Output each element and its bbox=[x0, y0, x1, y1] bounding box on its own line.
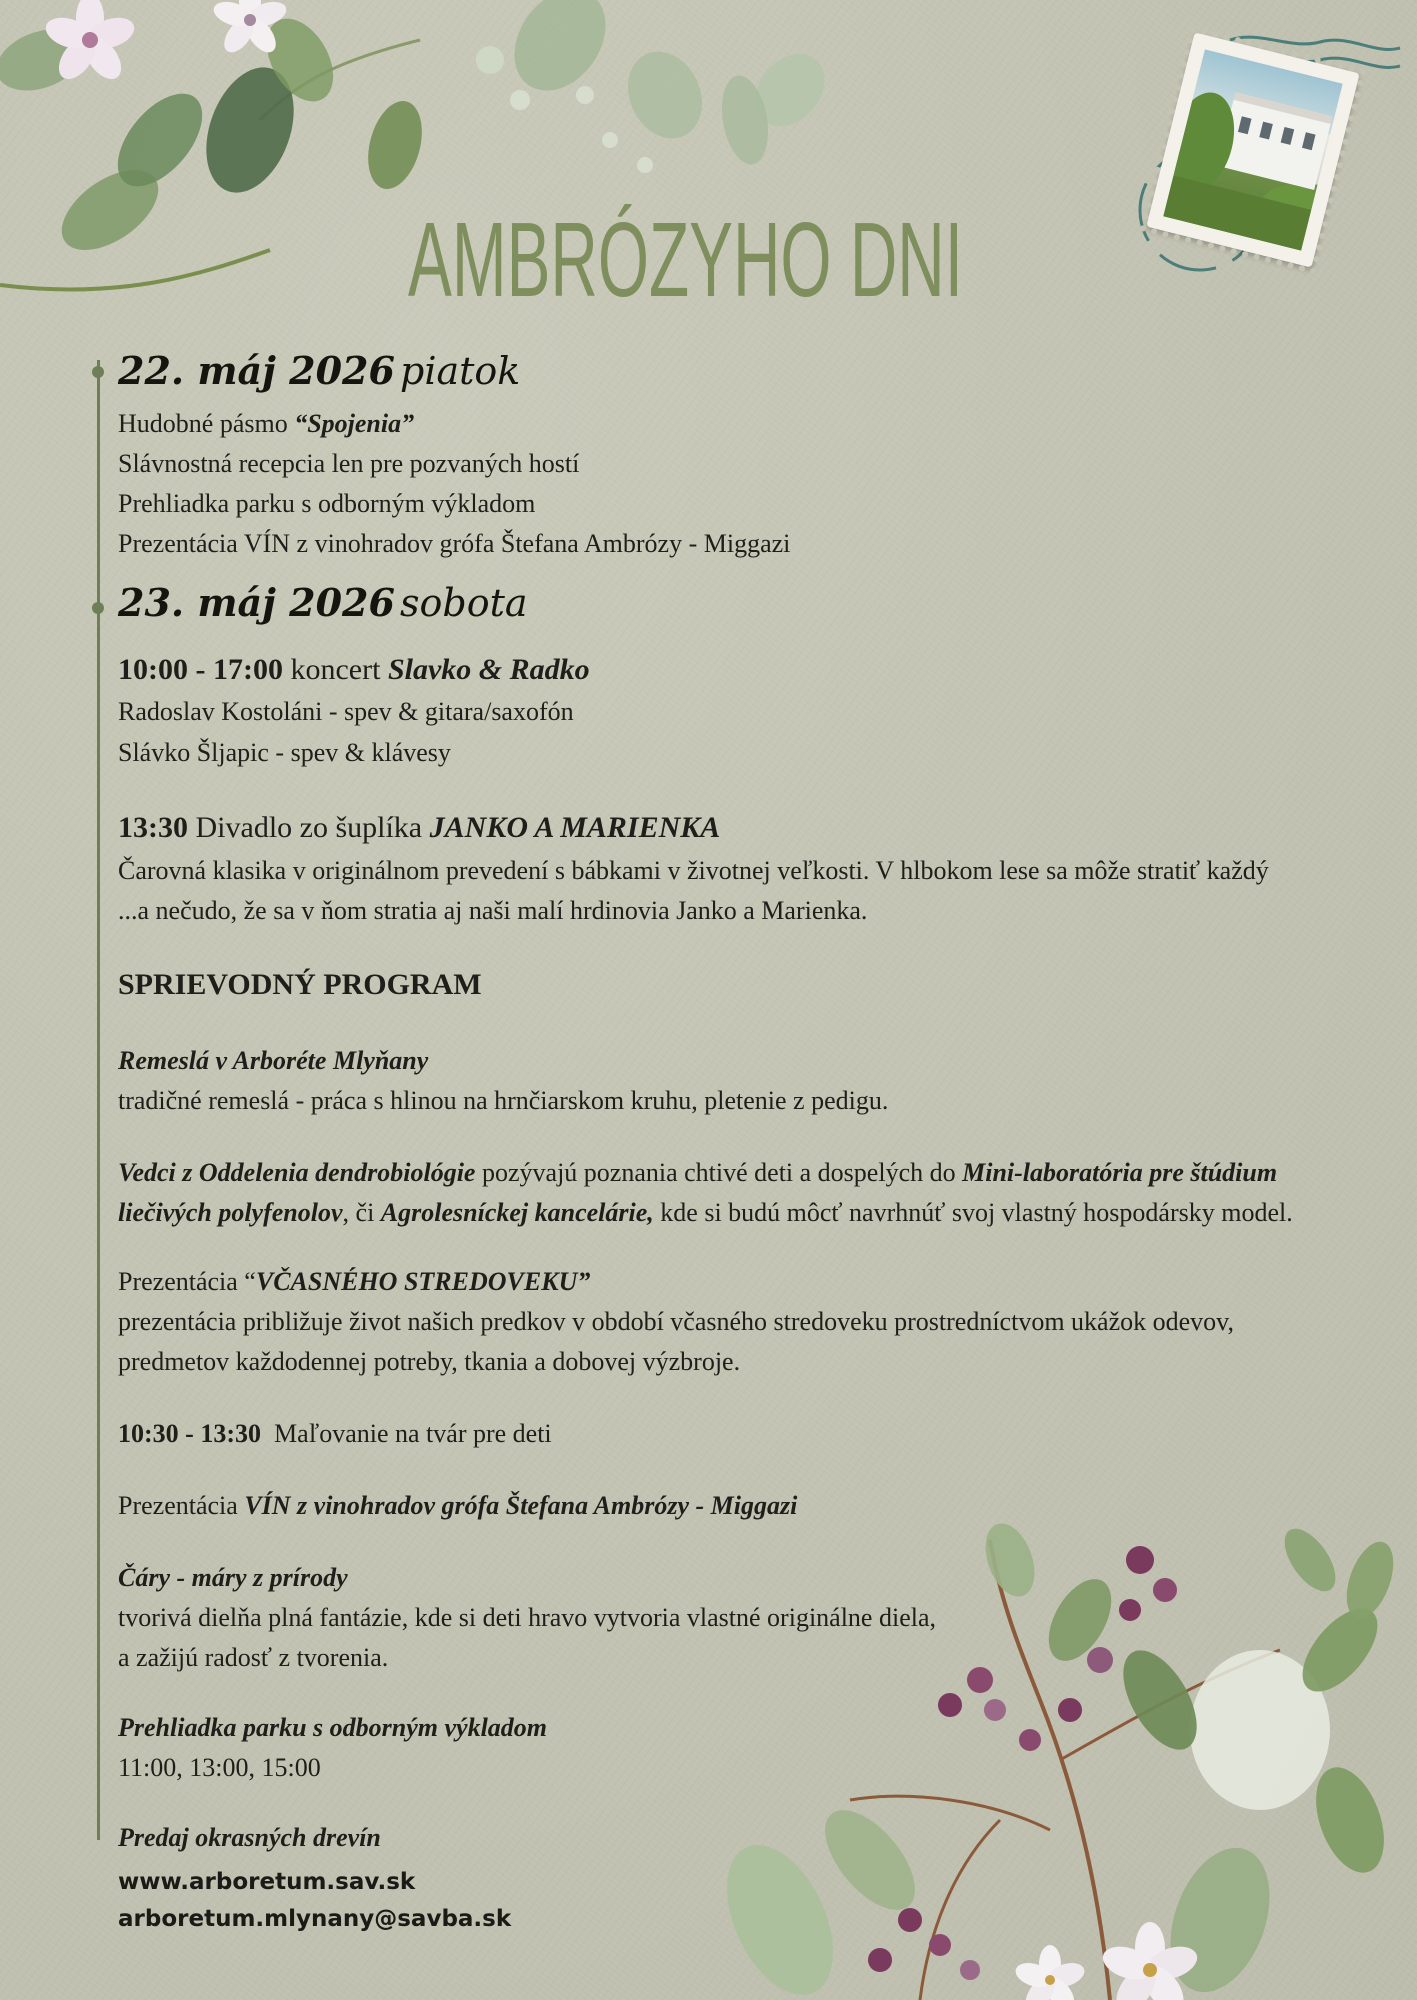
theatre-description-1: Čarovná klasika v originálnom prevedení s bábkami v životnej veľkosti. V hlbokom lese sa môže stratiť každý bbox=[118, 856, 1269, 885]
concert-performer-1: Radoslav Kostoláni - spev & gitara/saxofón bbox=[118, 697, 574, 726]
crafts-text: tradičné remeslá - práca s hlinou na hrnčiarskom kruhu, pletenie z pedigu. bbox=[118, 1086, 889, 1115]
science-line-1 bbox=[118, 1153, 1277, 1193]
concert-time: 10:00 - 17:00 bbox=[118, 653, 283, 686]
science-department: Vedci z Oddelenia dendrobiológie bbox=[118, 1158, 476, 1187]
website-link[interactable]: www.arboretum.sav.sk bbox=[118, 1869, 416, 1895]
science-office: Agrolesníckej kancelárie, bbox=[380, 1198, 654, 1227]
theatre-time: 13:30 bbox=[118, 811, 188, 844]
day2-heading bbox=[118, 580, 528, 625]
tour-title: Prehliadka parku s odborným výkladom bbox=[118, 1713, 548, 1742]
science-lab: Mini-laboratória pre štúdium bbox=[962, 1158, 1278, 1187]
day1-date: 22. máj 2026 bbox=[118, 348, 395, 393]
theatre-label: Divadlo zo šuplíka bbox=[188, 811, 430, 844]
wines-prefix: Prezentácia bbox=[118, 1491, 245, 1520]
concert-label: koncert bbox=[282, 653, 388, 686]
science-line-2 bbox=[118, 1193, 1293, 1233]
science-polyphenols: liečivých polyfenolov bbox=[118, 1198, 343, 1227]
medieval-title bbox=[118, 1262, 590, 1302]
workshop-text-1: tvorivá dielňa plná fantázie, kde si deti hravo vytvoria vlastné originálne diela, bbox=[118, 1603, 936, 1632]
timeline-dot-day1 bbox=[92, 366, 104, 378]
day2-weekday: sobota bbox=[400, 581, 528, 625]
workshop-title: Čáry - máry z prírody bbox=[118, 1563, 348, 1592]
face-painting-time: 10:30 - 13:30 bbox=[118, 1419, 261, 1448]
concert-name: Slavko & Radko bbox=[387, 653, 590, 686]
manor-house-picture bbox=[1163, 49, 1342, 250]
day1-reception-line: Slávnostná recepcia len pre pozvaných hostí bbox=[118, 449, 580, 478]
music-label: Hudobné pásmo bbox=[118, 409, 295, 438]
day1-wines-line: Prezentácia VÍN z vinohradov grófa Štefana Ambrózy - Miggazi bbox=[118, 529, 791, 558]
program-heading: SPRIEVODNÝ PROGRAM bbox=[118, 968, 482, 1001]
day2-date: 23. máj 2026 bbox=[118, 580, 395, 625]
day1-music-line bbox=[118, 404, 414, 444]
day1-heading bbox=[118, 348, 520, 393]
science-text-2: , či bbox=[342, 1198, 381, 1227]
concert-performer-2: Slávko Šljapic - spev & klávesy bbox=[118, 738, 451, 767]
theatre-line bbox=[118, 808, 720, 848]
theatre-name: JANKO A MARIENKA bbox=[429, 811, 721, 844]
medieval-text-2: predmetov každodennej potreby, tkania a dobovej výzbroje. bbox=[118, 1347, 741, 1376]
day1-weekday: piatok bbox=[400, 349, 521, 393]
concert-line bbox=[118, 650, 590, 690]
workshop-text-2: a zažijú radosť z tvorenia. bbox=[118, 1643, 389, 1672]
face-painting-text: Maľovanie na tvár pre deti bbox=[260, 1419, 552, 1448]
wines-name: VÍN z vinohradov grófa Štefana Ambrózy - Miggazi bbox=[244, 1491, 798, 1520]
crafts-title: Remeslá v Arboréte Mlyňany bbox=[118, 1046, 429, 1075]
tour-times: 11:00, 13:00, 15:00 bbox=[118, 1753, 321, 1782]
sale-title: Predaj okrasných drevín bbox=[118, 1823, 381, 1852]
science-text-3: kde si budú môcť navrhnúť svoj vlastný hospodársky model. bbox=[653, 1198, 1293, 1227]
page-title: AMBRÓZYHO DNI bbox=[408, 201, 963, 319]
day1-park-tour-line: Prehliadka parku s odborným výkladom bbox=[118, 489, 536, 518]
floral-bottom-right-decoration bbox=[660, 1500, 1417, 2000]
theatre-description-2: ...a nečudo, že sa v ňom stratia aj naši malí hrdinovia Janko a Marienka. bbox=[118, 896, 868, 925]
timeline-line bbox=[97, 360, 100, 1840]
music-name: “Spojenia” bbox=[294, 409, 415, 438]
timeline-dot-day2 bbox=[92, 602, 104, 614]
medieval-name: VČASNÉHO STREDOVEKU” bbox=[255, 1267, 591, 1296]
email-link[interactable]: arboretum.mlynany@savba.sk bbox=[118, 1906, 512, 1932]
face-painting-line bbox=[118, 1414, 552, 1454]
medieval-prefix: Prezentácia “ bbox=[118, 1267, 256, 1296]
medieval-text-1: prezentácia približuje život našich predkov v období včasného stredoveku prostredníctvom ukážok odevov, bbox=[118, 1307, 1234, 1336]
science-text-1: pozývajú poznania chtivé deti a dospelých do bbox=[475, 1158, 963, 1187]
